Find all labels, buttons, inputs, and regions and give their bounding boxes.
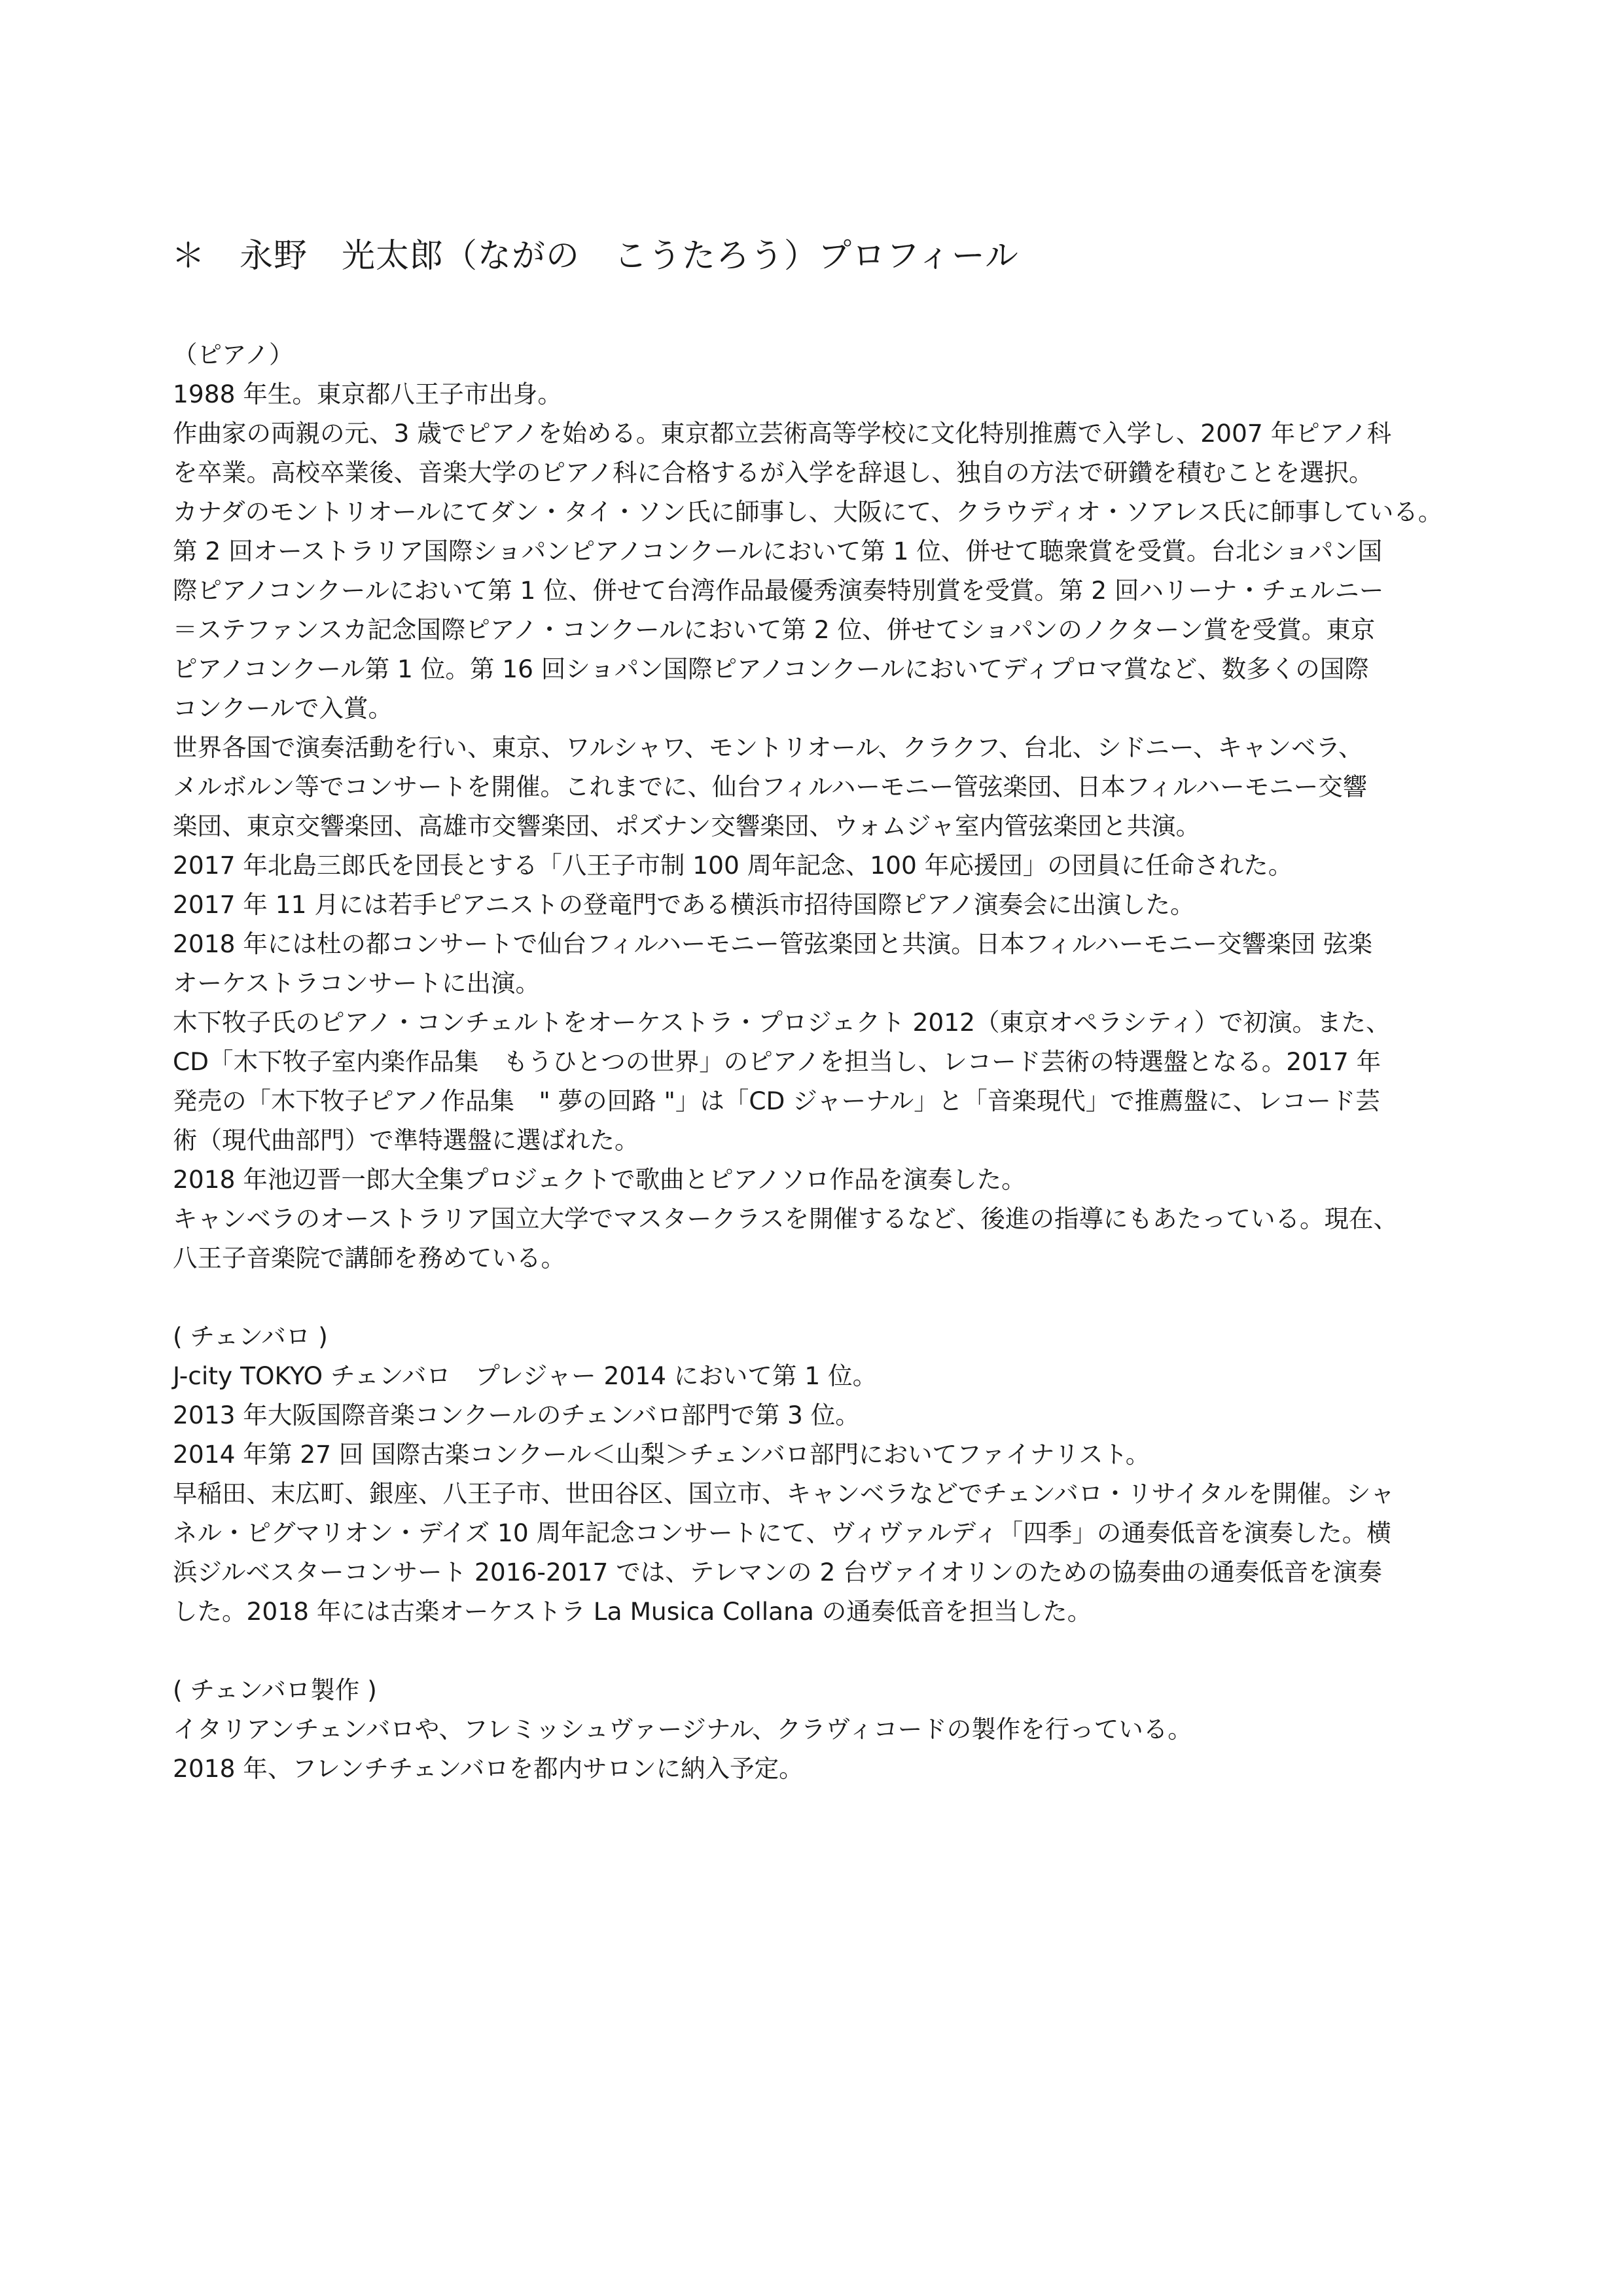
text-line: 第 2 回オーストラリア国際ショパンピアノコンクールにおいて第 1 位、併せて聴衆賞を受賞。台北ショパン国 xyxy=(173,537,1383,565)
text-line: コンクールで入賞。 xyxy=(173,694,393,723)
text-line: 八王子音楽院で講師を務めている。 xyxy=(173,1244,565,1272)
text-line: カナダのモントリオールにてダン・タイ・ソン氏に師事し、大阪にて、クラウディオ・ソアレス氏に師事している。 xyxy=(173,497,1443,526)
text-line: イタリアンチェンバロや、フレミッシュヴァージナル、クラヴィコードの製作を行っている。 xyxy=(173,1715,1192,1744)
profile-title: ＊ 永野 光太郎（ながの こうたろう）プロフィール xyxy=(171,237,1019,276)
text-line: ピアノコンクール第 1 位。第 16 回ショパン国際ピアノコンクールにおいてディプロマ賞など、数多くの国際 xyxy=(173,655,1369,683)
text-line: 2014 年第 27 回 国際古楽コンクール＜山梨＞チェンバロ部門においてファイナリスト。 xyxy=(173,1440,1150,1469)
text-line: CD「木下牧子室内楽作品集 もうひとつの世界」のピアノを担当し、レコード芸術の特選盤となる。2017 年 xyxy=(173,1047,1382,1076)
text-line: ネル・ピグマリオン・デイズ 10 周年記念コンサートにて、ヴィヴァルディ「四季」の通奏低音を演奏した。横 xyxy=(173,1518,1391,1547)
text-line: した。2018 年には古楽オーケストラ La Musica Collana の通奏低音を担当した。 xyxy=(173,1597,1092,1626)
text-line: ( チェンバロ ) xyxy=(173,1322,328,1351)
text-line: 浜ジルベスターコンサート 2016-2017 では、テレマンの 2 台ヴァイオリンのための協奏曲の通奏低音を演奏 xyxy=(173,1558,1382,1587)
text-line: 1988 年生。東京都八王子市出身。 xyxy=(173,380,562,408)
text-line: 2018 年には杜の都コンサートで仙台フィルハーモニー管弦楽団と共演。日本フィルハーモニー交響楽団 弦楽 xyxy=(173,929,1373,958)
text-line: 早稲田、末広町、銀座、八王子市、世田谷区、国立市、キャンベラなどでチェンバロ・リサイタルを開催。シャ xyxy=(173,1479,1395,1508)
text-line: 作曲家の両親の元、3 歳でピアノを始める。東京都立芸術高等学校に文化特別推薦で入学し、2007 年ピアノ科 xyxy=(173,419,1392,448)
text-line: メルボルン等でコンサートを開催。これまでに、仙台フィルハーモニー管弦楽団、日本フィルハーモニー交響 xyxy=(173,772,1368,801)
text-line: 2013 年大阪国際音楽コンクールのチェンバロ部門で第 3 位。 xyxy=(173,1401,860,1429)
text-line: 2017 年北島三郎氏を団長とする「八王子市制 100 周年記念、100 年応援団」の団員に任命された。 xyxy=(173,851,1293,880)
text-line: 発売の「木下牧子ピアノ作品集 " 夢の回路 "」は「CD ジャーナル」と「音楽現代」で推薦盤に、レコード芸 xyxy=(173,1086,1380,1115)
text-line: キャンベラのオーストラリア国立大学でマスタークラスを開催するなど、後進の指導にもあたっている。現在、 xyxy=(173,1204,1398,1233)
text-line: ( チェンバロ製作 ) xyxy=(173,1676,377,1704)
text-line: を卒業。高校卒業後、音楽大学のピアノ科に合格するが入学を辞退し、独自の方法で研鑽を積むことを選択。 xyxy=(173,458,1374,487)
text-line: ＝ステファンスカ記念国際ピアノ・コンクールにおいて第 2 位、併せてショパンのノクターン賞を受賞。東京 xyxy=(173,615,1376,644)
text-line: 木下牧子氏のピアノ・コンチェルトをオーケストラ・プロジェクト 2012（東京オペラシティ）で初演。また、 xyxy=(173,1008,1391,1037)
text-line: 2018 年池辺晋一郎大全集プロジェクトで歌曲とピアノソロ作品を演奏した。 xyxy=(173,1165,1026,1194)
text-line: オーケストラコンサートに出演。 xyxy=(173,969,540,997)
text-line: 2017 年 11 月には若手ピアニストの登竜門である横浜市招待国際ピアノ演奏会に出演した。 xyxy=(173,890,1195,919)
text-line: 楽団、東京交響楽団、高雄市交響楽団、ポズナン交響楽団、ウォムジャ室内管弦楽団と共演。 xyxy=(173,812,1201,840)
text-line: 術（現代曲部門）で準特選盤に選ばれた。 xyxy=(173,1126,639,1155)
text-line: （ピアノ） xyxy=(173,340,294,369)
text-line: J-city TOKYO チェンバロ プレジャー 2014 において第 1 位。 xyxy=(173,1361,878,1390)
text-line: 2018 年、フレンチチェンバロを都内サロンに納入予定。 xyxy=(173,1754,804,1783)
text-line: 世界各国で演奏活動を行い、東京、ワルシャワ、モントリオール、クラクフ、台北、シドニー、キャンベラ、 xyxy=(173,733,1363,762)
text-line: 際ピアノコンクールにおいて第 1 位、併せて台湾作品最優秀演奏特別賞を受賞。第 2 回ハリーナ・チェルニー xyxy=(173,576,1384,605)
